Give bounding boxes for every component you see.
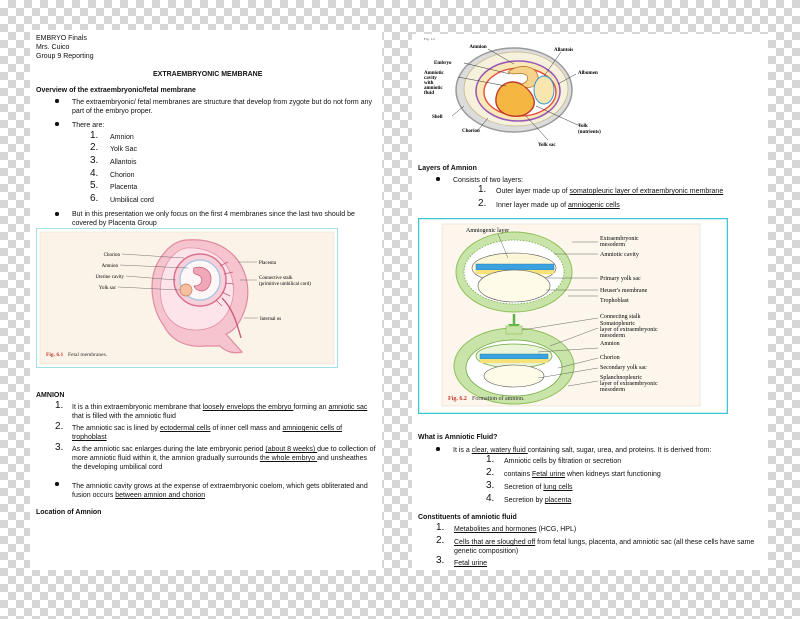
figure-formation-of-amnion — [418, 218, 728, 414]
amnion-bullet-line-1: The amniotic cavity grows at the expense of extraembryonic coelom, which gets obliterated and — [72, 483, 368, 490]
label-cavity-2: cavity — [424, 76, 437, 81]
amnion-item-2-line-2: trophoblast — [72, 434, 107, 441]
label-somatopleuric: Somatopleuric — [600, 321, 635, 327]
list-number: 4. — [90, 168, 99, 179]
label-splanchnopleuric-3: mesoderm — [600, 387, 625, 393]
label-trophoblast: Trophoblast — [600, 298, 629, 304]
bullet-dot — [55, 212, 59, 216]
layer-item-2: Inner layer made up of amniogenic cells — [496, 202, 620, 209]
list-number: 2. — [478, 198, 487, 209]
list-number: 3. — [55, 442, 64, 453]
list-number: 1. — [55, 400, 64, 411]
label-primary-yolk-sac: Primary yolk sac — [600, 276, 641, 282]
label-secondary-yolk-sac: Secondary yolk sac — [600, 365, 647, 371]
list-item: Amnion — [110, 134, 134, 141]
fig62-caption-number: Fig. 6.2 — [448, 396, 467, 402]
label-amniogenic-layer: Amniogenic layer — [466, 228, 510, 234]
overview-text-line-2: part of the embryo proper. — [72, 108, 153, 115]
label-chorion: Chorion — [462, 129, 480, 134]
constituent-item-1: Metabolites and hormones (HCG, HPL) — [454, 526, 577, 533]
label-uterine-cavity: Uterine cavity — [95, 275, 124, 280]
label-amnion: Amnion — [469, 45, 487, 50]
header-line-3: Group 9 Reporting — [36, 53, 94, 60]
label-amniotic-cavity: Amniotic cavity — [600, 252, 639, 258]
label-extraembryonic: Extraembryonic — [600, 236, 639, 242]
fluid-item-3: Secretion of lung cells — [504, 484, 573, 491]
constituent-item-2-line-1: Cells that are sloughed off from fetal lungs, placenta, and amniotic sac (all these cells have same — [454, 539, 755, 546]
label-yolk-sac: Yolk sac — [98, 286, 116, 291]
list-number: 2. — [90, 142, 99, 153]
overview-text-line-1: The extraembryonic/ fetal membranes are structure that develop from zygote but do not form any — [72, 99, 372, 106]
list-number: 1. — [436, 522, 445, 533]
bullet-dot — [55, 122, 59, 126]
label-shell: Shell — [432, 115, 443, 120]
bullet-dot — [55, 482, 59, 486]
amnion-heading: AMNION — [36, 392, 65, 399]
label-chorion: Chorion — [103, 253, 120, 258]
focus-text-line-1: But in this presentation we only focus on the first 4 membranes since the last two should be — [72, 211, 355, 218]
list-number: 3. — [90, 155, 99, 166]
label-heusers-membrane: Heuser's membrane — [600, 288, 648, 294]
there-are-text: There are: — [72, 122, 105, 129]
label-allantois: Allantois — [554, 48, 574, 53]
fluid-item-4: Secretion by placenta — [504, 497, 572, 504]
bullet-dot — [55, 99, 59, 103]
list-number: 4. — [486, 493, 495, 504]
amnion-bullet-line-2: fusion occurs between amnion and chorion — [72, 492, 206, 499]
label-amnion: Amnion — [101, 264, 118, 269]
list-number: 2. — [486, 467, 495, 478]
label-embryo: Embryo — [434, 61, 452, 66]
overview-heading: Overview of the extraembryonic/fetal membrane — [36, 87, 196, 94]
label-cavity-1: Amniotic — [424, 71, 444, 76]
list-number: 1. — [486, 454, 495, 465]
fig61-caption-number: Fig. 6.1 — [46, 352, 64, 358]
amnion-item-3-line-1: As the amniotic sac enlarges during the late embryonic period (about 8 weeks) due to collection of — [72, 446, 376, 453]
amniotic-fluid-heading: What is Amniotic Fluid? — [418, 434, 498, 441]
list-number: 5. — [90, 180, 99, 191]
label-amnion: Amnion — [600, 341, 620, 347]
layers-heading: Layers of Amnion — [418, 165, 477, 172]
amnion-item-1-line-1: It is a thin extraembryonic membrane that loosely envelops the embryo forming an amniotic sac — [72, 404, 368, 411]
amnion-item-1-line-2: that is filled with the amniotic fluid — [72, 413, 176, 420]
layers-bullet: Consists of two layers: — [453, 177, 524, 184]
label-chorion: Chorion — [600, 355, 620, 361]
constituent-item-2-line-2: genetic composition) — [454, 548, 519, 555]
list-item: Allantois — [110, 159, 137, 166]
figure-fetal-membranes — [36, 228, 338, 368]
label-splanchnopleuric-2: layer of extraembryonic — [600, 381, 658, 387]
list-number: 3. — [436, 555, 445, 566]
label-internal-os: Internal os — [260, 317, 282, 322]
list-item: Chorion — [110, 172, 135, 179]
focus-text-line-2: covered by Placenta Group — [72, 220, 157, 227]
label-yolk-nutrients: (nutrients) — [578, 130, 601, 135]
label-albumen: Albumen — [578, 71, 598, 76]
label-primitive-cord: (primitive umbilical cord) — [259, 282, 311, 287]
fluid-item-2: contains Fetal urine when kidneys start functioning — [504, 471, 661, 478]
list-item: Placenta — [110, 184, 138, 191]
header-line-2: Mrs. Cuico — [36, 44, 70, 51]
constituent-item-3: Fetal urine — [454, 560, 488, 567]
label-yolk-sac: Yolk sac — [538, 143, 556, 148]
list-item: Umbilical cord — [110, 197, 154, 204]
layer-item-1: Outer layer made up of somatopleuric layer of extraembryonic membrane — [496, 188, 724, 195]
label-splanchnopleuric: Splanchnopleuric — [600, 375, 642, 381]
label-yolk: Yolk — [578, 124, 588, 129]
label-connecting-stalk: Connecting stalk — [600, 314, 641, 320]
list-item: Yolk Sac — [110, 146, 137, 153]
right-page — [412, 34, 768, 570]
fig-tiny-label: Fig. 1.2 — [424, 37, 435, 41]
fluid-item-1: Amniotic cells by filtration or secretion — [504, 458, 622, 465]
label-connective-stalk: Connective stalk — [259, 276, 293, 281]
label-mesoderm: mesoderm — [600, 242, 625, 248]
page-title: EXTRAEMBRYONIC MEMBRANE — [153, 71, 263, 78]
header-line-1: EMBRYO Finals — [36, 35, 87, 42]
left-page — [30, 30, 382, 570]
figure-amniotic-egg — [416, 34, 636, 152]
amniotic-fluid-bullet: It is a clear, watery fluid containing salt, sugar, urea, and proteins. It is derived from: — [453, 447, 712, 454]
list-number: 1. — [478, 184, 487, 195]
amnion-item-3-line-3: the developing umbilical cord — [72, 464, 163, 471]
fig61-caption-text: Fetal membranes. — [68, 352, 108, 358]
constituents-heading: Constituents of amniotic fluid — [418, 514, 517, 521]
list-number: 1. — [90, 130, 99, 141]
amnion-item-2-line-1: The amniotic sac is lined by ectodermal cells of inner cell mass and amniogenic cells of — [72, 425, 343, 432]
amnion-item-3-line-2: more amniotic fluid within it, the amnion gradually surrounds the whole embryo and unsheathes — [72, 455, 367, 462]
label-placenta: Placenta — [259, 261, 276, 266]
bullet-dot — [436, 447, 440, 451]
list-number: 3. — [486, 480, 495, 491]
list-number: 2. — [55, 421, 64, 432]
bullet-dot — [436, 177, 440, 181]
location-heading: Location of Amnion — [36, 509, 102, 516]
label-cavity-4: amniotic — [424, 86, 443, 91]
label-somatopleuric-2: layer of extraembryonic — [600, 327, 658, 333]
list-number: 6. — [90, 193, 99, 204]
label-cavity-5: fluid — [424, 91, 435, 96]
label-somatopleuric-3: mesoderm — [600, 333, 625, 339]
fig62-caption-text: Formation of amnion. — [472, 396, 525, 402]
list-number: 2. — [436, 535, 445, 546]
label-cavity-3: with — [424, 81, 434, 86]
